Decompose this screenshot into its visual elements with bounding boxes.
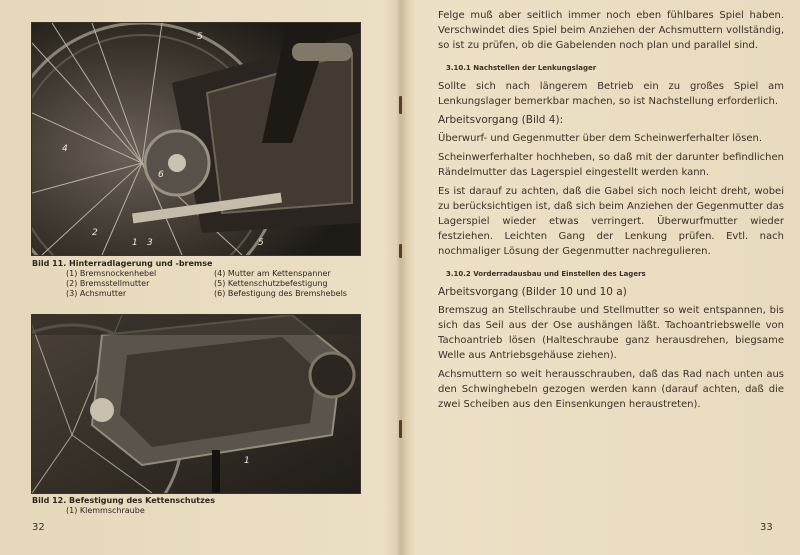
caption-item: (3) Achsmutter	[66, 289, 127, 298]
caption-item: (5) Kettenschutzbefestigung	[214, 279, 328, 288]
procedure-subheading: Arbeitsvorgang (Bilder 10 und 10 a)	[438, 286, 627, 298]
photo-label: 2	[92, 228, 98, 238]
figure-chain-guard-photo	[31, 314, 361, 494]
photo-label: 5	[258, 238, 264, 248]
paragraph: Sollte sich nach längerem Betrieb ein zu großes Spiel am Lenkungslager bemerkbar machen, so ist Nachstellung erforderlich.	[438, 81, 784, 107]
right-page-text	[438, 8, 784, 416]
paragraph: Scheinwerferhalter hochheben, so daß mit der darunter befindlichen Rändelmutter das Lagerspiel eingestellt werden kann.	[438, 152, 784, 178]
photo-label: 1	[244, 456, 250, 466]
section-heading: 3.10.1 Nachstellen der Lenkungslager	[446, 64, 597, 72]
caption-item: (1) Klemmschraube	[66, 506, 145, 515]
figure-caption-title: Bild 11. Hinterradlagerung und -bremse	[32, 259, 213, 268]
paragraph: Es ist darauf zu achten, daß die Gabel sich noch leicht dreht, wobei zu berücksichtigen ist, daß sich beim Anziehen der Gegenmutter das Lagerspiel wieder etwas verringert. Überwurfmutter wieder festziehen. Leichten Gang der Lenkung prüfen. Evtl. nach nochmaliger Lösung der Gegenmutter nachregulieren.	[438, 186, 784, 257]
binding-staple	[399, 420, 402, 438]
paragraph: Achsmuttern so weit herausschrauben, daß das Rad nach unten aus den Schwinghebeln gezogen werden kann (darauf achten, daß die zwei Scheiben aus den Einsenkungen heraustreten).	[438, 369, 784, 410]
photo-label: 5	[197, 32, 203, 42]
figure-caption	[32, 496, 362, 516]
photo-label: 6	[158, 170, 164, 180]
page-number-right: 33	[760, 522, 773, 533]
figure-caption-title: Bild 12. Befestigung des Kettenschutzes	[32, 496, 215, 505]
binding-staple	[399, 244, 402, 258]
photo-label: 4	[62, 144, 68, 154]
caption-item: (2) Bremsstellmutter	[66, 279, 150, 288]
section-heading: 3.10.2 Vorderradausbau und Einstellen des Lagers	[446, 270, 646, 278]
page-number-left: 32	[32, 522, 45, 533]
book-gutter	[396, 0, 406, 555]
procedure-subheading: Arbeitsvorgang (Bild 4):	[438, 114, 564, 126]
figure-rear-wheel-brake-photo	[31, 22, 361, 256]
photo-label: 3	[147, 238, 153, 248]
photo-label: 1	[132, 238, 138, 248]
paragraph: Überwurf- und Gegenmutter über dem Scheinwerferhalter lösen.	[438, 133, 763, 144]
caption-item: (1) Bremsnockenhebel	[66, 269, 157, 278]
binding-staple	[399, 96, 402, 114]
caption-item: (6) Befestigung des Bremshebels	[214, 289, 347, 298]
paragraph: Felge muß aber seitlich immer noch eben fühlbares Spiel haben. Verschwindet dies Spiel beim Anziehen der Achsmuttern vollständig, so ist zu prüfen, ob die Gabelenden noch plan und parallel sind.	[438, 10, 784, 51]
caption-item: (4) Mutter am Kettenspanner	[214, 269, 331, 278]
figure-caption	[32, 259, 362, 299]
paragraph: Bremszug an Stellschraube und Stellmutter so weit entspannen, bis sich das Seil aus der Ose aushängen läßt. Tachoantriebswelle von Tachoantrieb lösen (Halteschraube ganz herausdrehen, biegsame Welle aus Antriebsgehäuse ziehen).	[438, 305, 784, 361]
